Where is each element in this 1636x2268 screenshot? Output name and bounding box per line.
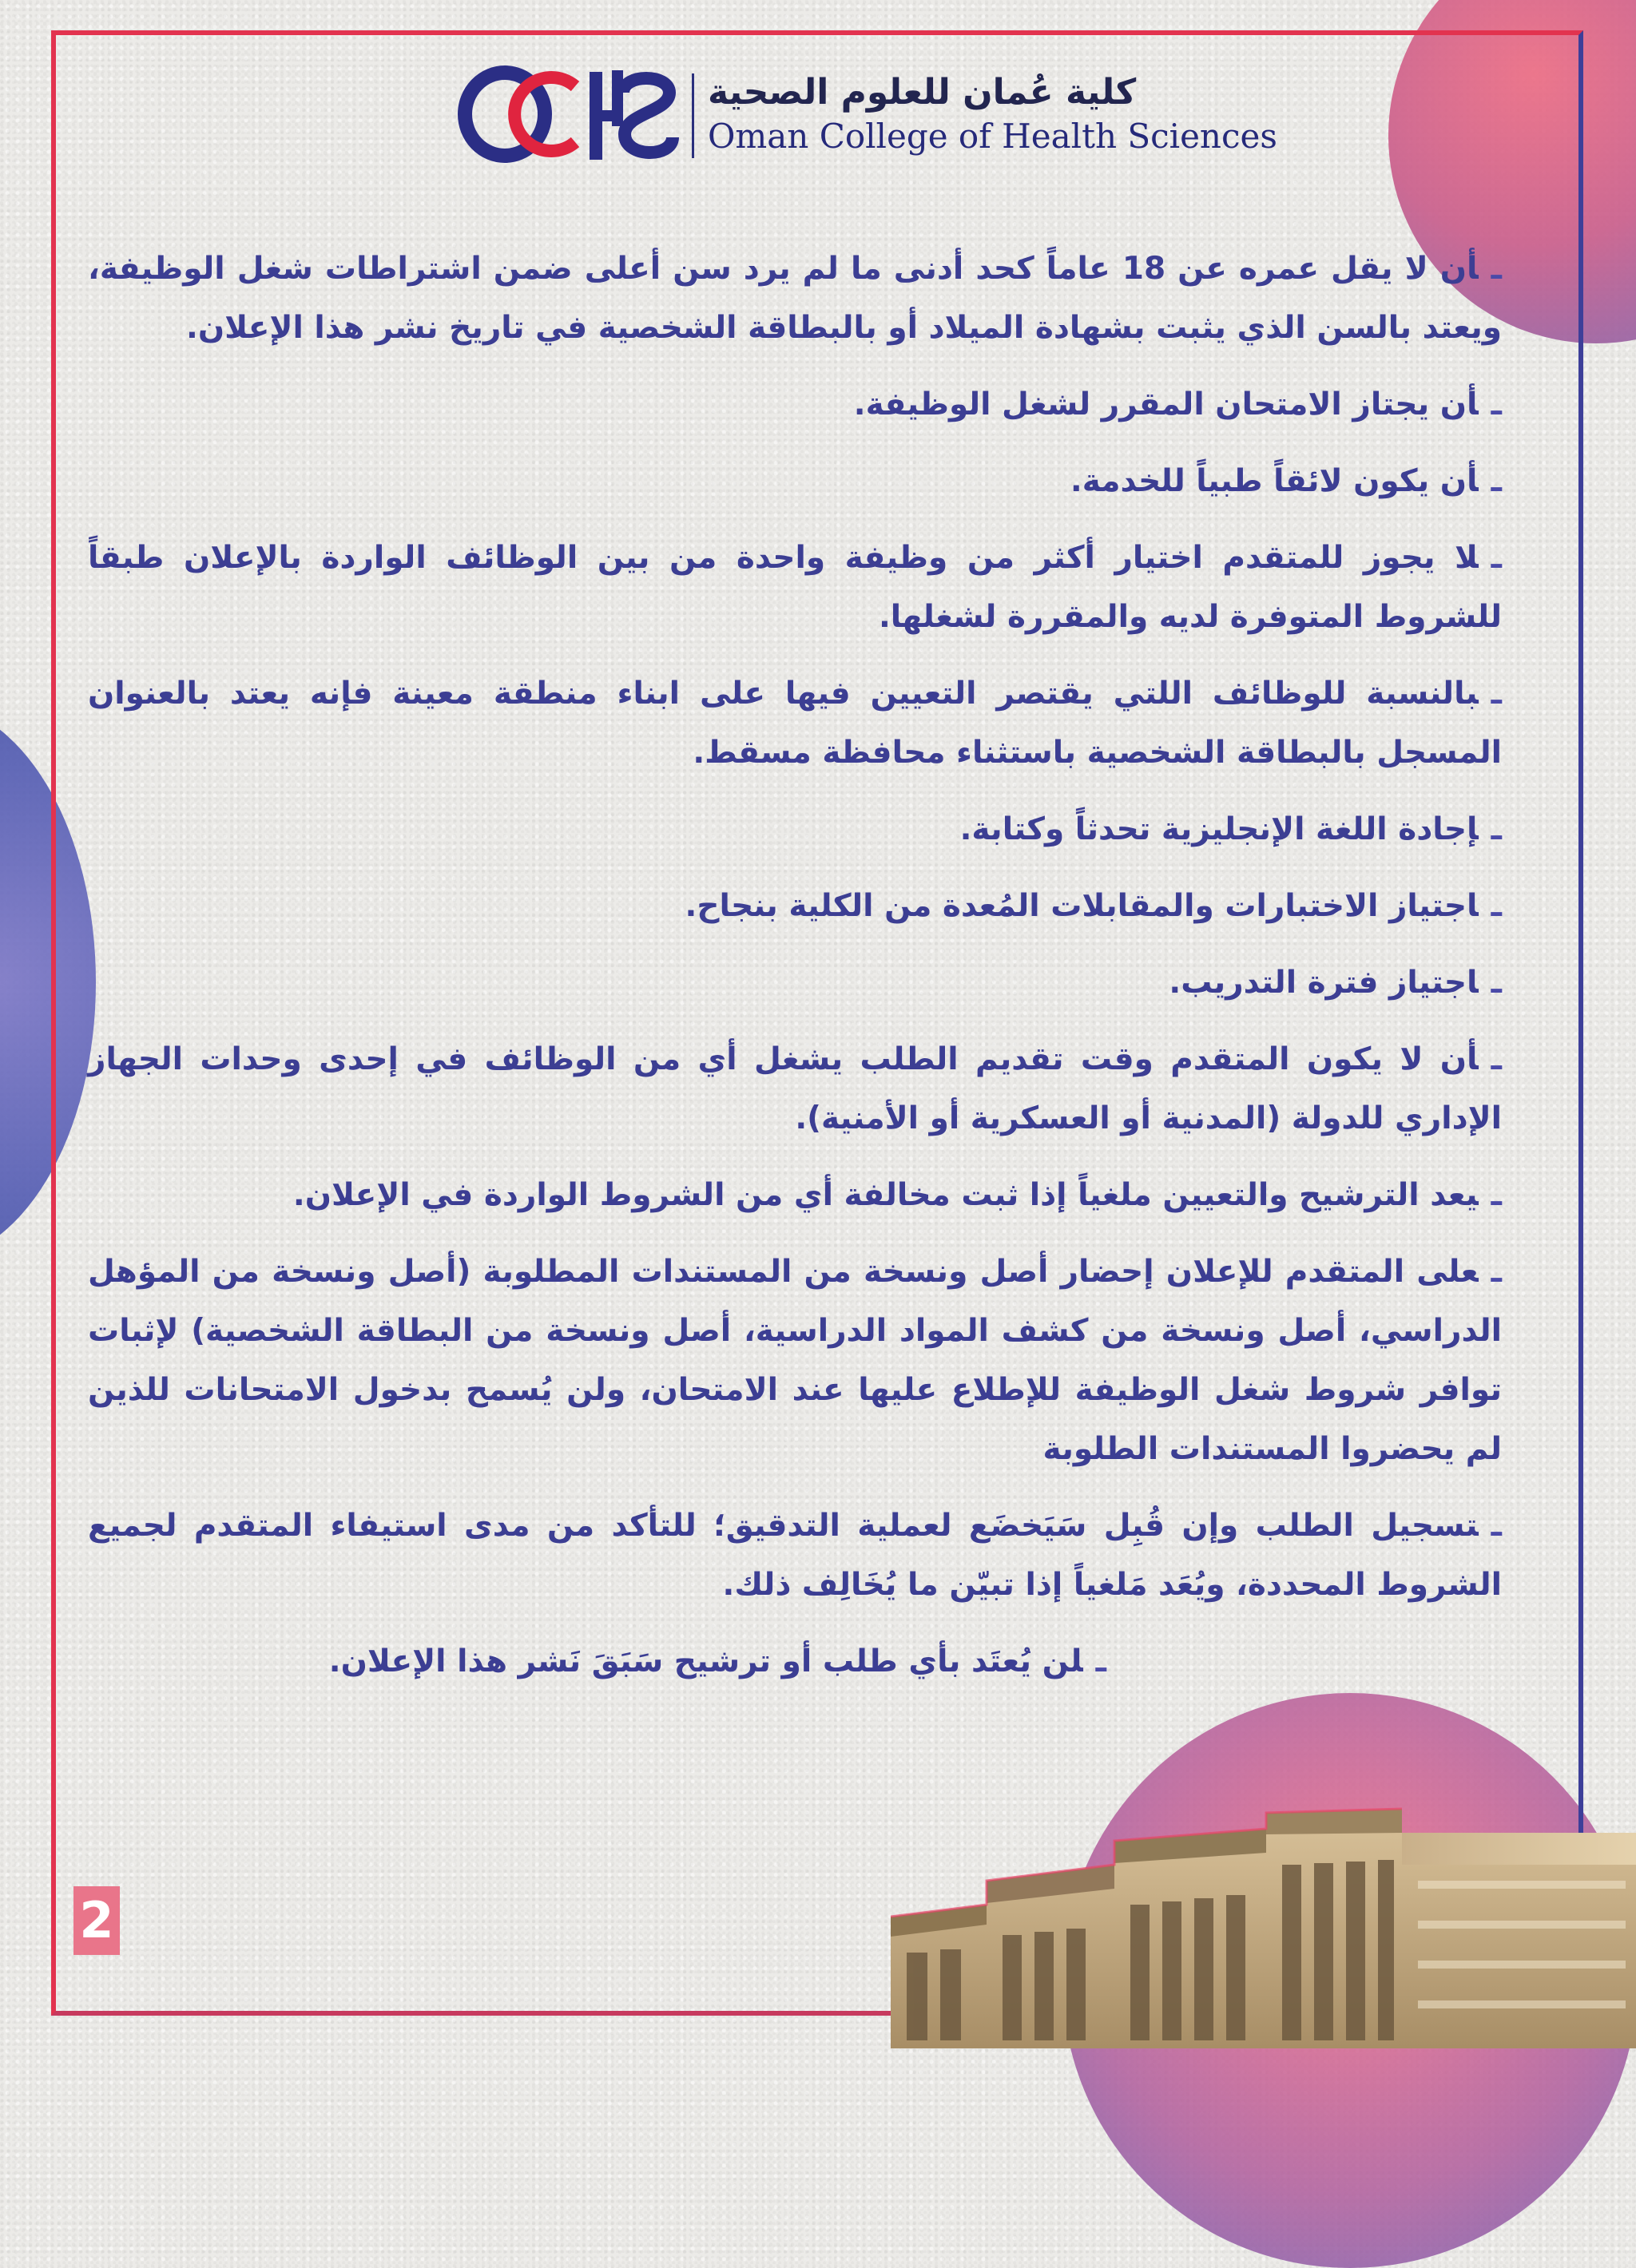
requirement-item — [88, 877, 1502, 936]
requirement-item — [88, 954, 1502, 1013]
requirement-text: تسجيل الطلب وإن قُبِل سَيَخضَع لعملية التدقيق؛ للتأكد من مدى استيفاء المتقدم لجميع الشروط المحددة، ويُعَد مَلغياً إذا تبيّن ما يُخَالِف ذلك. — [88, 1508, 1502, 1603]
requirement-item — [88, 800, 1502, 859]
requirement-item — [88, 1497, 1502, 1615]
requirement-text: لن يُعتَد بأي طلب أو ترشيح سَبَقَ نَشر هذا الإعلان. — [328, 1644, 1083, 1679]
college-building-illustration — [891, 1785, 1636, 2048]
bullet-dash: ـ — [1491, 676, 1502, 712]
college-name-english: Oman College of Health Sciences — [708, 117, 1277, 156]
bullet-dash: ـ — [1491, 251, 1502, 287]
requirement-item — [88, 452, 1502, 511]
requirement-text: أن يجتاز الامتحان المقرر لشغل الوظيفة. — [853, 387, 1479, 422]
bullet-dash: ـ — [1491, 1041, 1502, 1077]
bullet-dash: ـ — [1491, 387, 1502, 422]
requirement-text: اجتياز فترة التدريب. — [1169, 965, 1479, 1001]
logo-divider — [692, 73, 694, 158]
college-logo-header — [455, 64, 1277, 168]
bullet-dash: ـ — [1491, 1254, 1502, 1290]
requirement-text: لا يجوز للمتقدم اختيار أكثر من وظيفة واحدة من بين الوظائف الواردة بالإعلان طبقاً للشروط المتوفرة لديه والمقررة لشغلها. — [88, 540, 1502, 635]
requirement-text: أن لا يكون المتقدم وقت تقديم الطلب يشغل أي من الوظائف في إحدى وحدات الجهاز الإداري للدولة (المدنية أو العسكرية أو الأمنية). — [88, 1041, 1502, 1136]
requirement-text: يعد الترشيح والتعيين ملغياً إذا ثبت مخالفة أي من الشروط الواردة في الإعلان. — [292, 1177, 1479, 1213]
requirement-item — [88, 375, 1502, 434]
requirement-text: أن يكون لائقاً طبياً للخدمة. — [1070, 463, 1479, 499]
bullet-dash: ـ — [1491, 811, 1502, 847]
bullet-dash: ـ — [1491, 965, 1502, 1001]
requirement-item — [88, 1030, 1502, 1148]
requirement-item — [88, 240, 1502, 358]
ochs-logo-mark-icon — [455, 64, 687, 168]
requirement-item — [88, 1632, 1106, 1691]
requirement-text: بالنسبة للوظائف اللتي يقتصر التعيين فيها على ابناء منطقة معينة فإنه يعتد بالعنوان المسجل بالبطاقة الشخصية باستثناء محافظة مسقط. — [88, 676, 1502, 771]
requirement-text: اجتياز الاختبارات والمقابلات المُعدة من الكلية بنجاح. — [685, 888, 1479, 924]
requirement-text: إجادة اللغة الإنجليزية تحدثاً وكتابة. — [959, 811, 1479, 847]
requirements-list — [88, 240, 1502, 1709]
page-number-badge: 2 — [73, 1886, 120, 1955]
requirement-item — [88, 1243, 1502, 1479]
requirement-item — [88, 1166, 1502, 1225]
bullet-dash: ـ — [1491, 463, 1502, 499]
college-name-arabic: كلية عُمان للعلوم الصحية — [708, 72, 1137, 113]
requirement-item — [88, 529, 1502, 647]
requirement-text: على المتقدم للإعلان إحضار أصل ونسخة من المستندات المطلوبة (أصل ونسخة من المؤهل الدراسي، أصل ونسخة من كشف المواد الدراسية، أصل ونسخة من البطاقة الشخصية) لإثبات توافر شروط شغل الوظيفة للإطلاع عليها عند الامتحان، ولن يُسمح بدخول الامتحانات للذين لم يحضروا المستندات الطلوبة — [88, 1254, 1502, 1467]
bullet-dash: ـ — [1491, 1508, 1502, 1544]
requirement-text: أن لا يقل عمره عن 18 عاماً كحد أدنى ما لم يرد سن أعلى ضمن اشتراطات شغل الوظيفة، ويعتد بالسن الذي يثبت بشهادة الميلاد أو بالبطاقة الشخصية في تاريخ نشر هذا الإعلان. — [88, 251, 1502, 346]
requirement-item — [88, 664, 1502, 783]
bullet-dash: ـ — [1491, 540, 1502, 576]
bullet-dash: ـ — [1491, 1177, 1502, 1213]
bullet-dash: ـ — [1491, 888, 1502, 924]
bullet-dash: ـ — [1095, 1644, 1106, 1679]
